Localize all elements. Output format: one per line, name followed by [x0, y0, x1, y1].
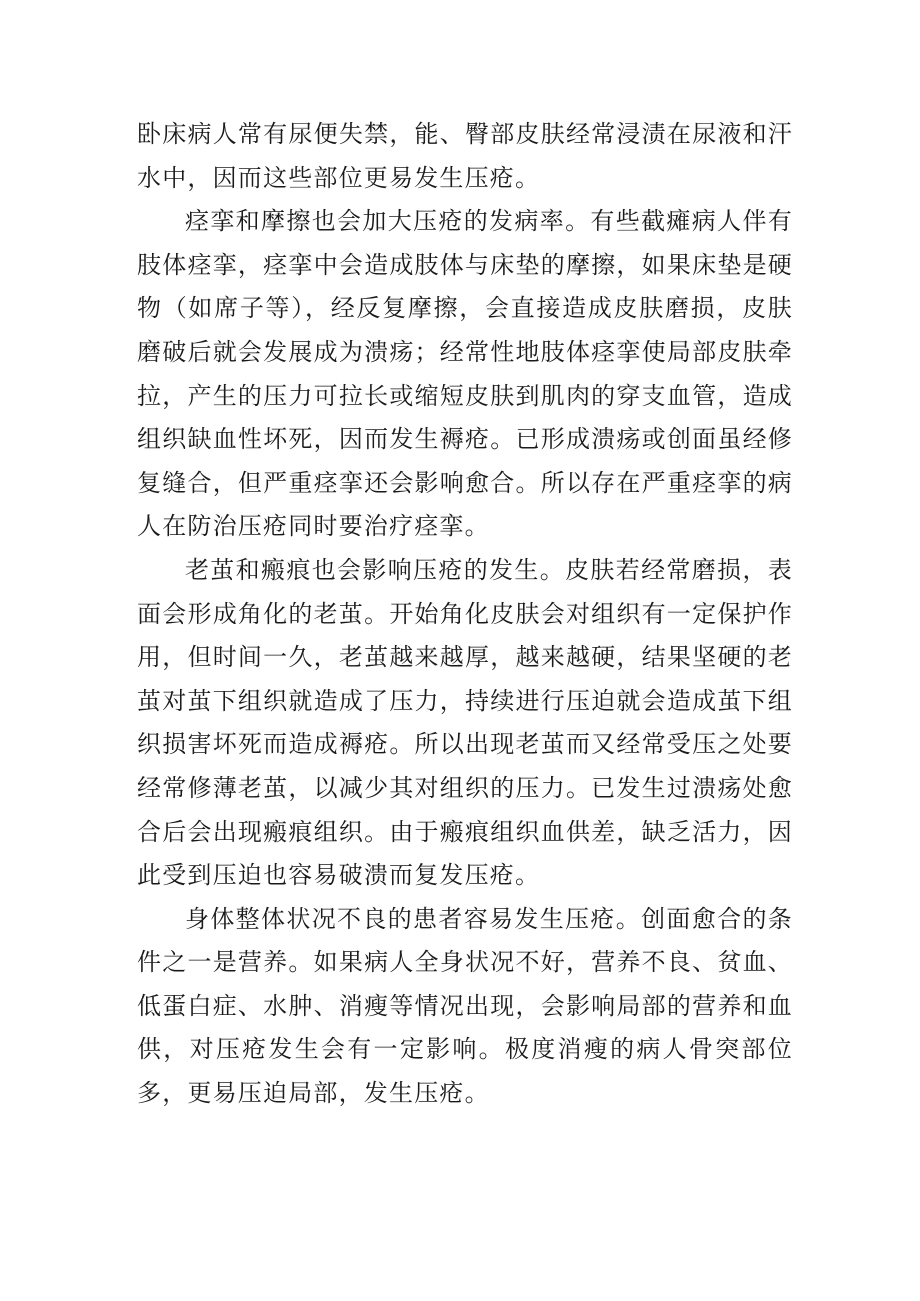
paragraph-general-condition: 身体整体状况不良的患者容易发生压疮。创面愈合的条件之一是营养。如果病人全身状况不好，营养不良、贫血、低蛋白症、水肿、消瘦等情况出现，会影响局部的营养和血供，对压疮发生会有一定影响。极度消瘦的病人骨突部位多，更易压迫局部，发生压疮。	[137, 904, 793, 1108]
document-body	[137, 113, 793, 1116]
paragraph-incontinence: 卧床病人常有尿便失禁，能、臀部皮肤经常浸渍在尿液和汗水中，因而这些部位更易发生压疮。	[137, 120, 793, 192]
paragraph-spasm-friction: 痉挛和摩擦也会加大压疮的发病率。有些截瘫病人伴有肢体痉挛，痉挛中会造成肢体与床垫的摩擦，如果床垫是硬物（如席子等），经反复摩擦，会直接造成皮肤磨损，皮肤磨破后就会发展成为溃疡；经常性地肢体痉挛使局部皮肤牵拉，产生的压力可拉长或缩短皮肤到肌肉的穿支血管，造成组织缺血性坏死，因而发生褥疮。已形成溃疡或创面虽经修复缝合，但严重痉挛还会影响愈合。所以存在严重痉挛的病人在防治压疮同时要治疗痉挛。	[137, 207, 793, 541]
paragraph-callus-scar: 老茧和瘢痕也会影响压疮的发生。皮肤若经常磨损，表面会形成角化的老茧。开始角化皮肤会对组织有一定保护作用，但时间一久，老茧越来越厚，越来越硬，结果坚硬的老茧对茧下组织就造成了压力，持续进行压迫就会造成茧下组织损害坏死而造成褥疮。所以出现老茧而又经常受压之处要经常修薄老茧，以减少其对组织的压力。已发生过溃疡处愈合后会出现瘢痕组织。由于瘢痕组织血供差，缺乏活力，因此受到压迫也容易破溃而复发压疮。	[137, 555, 793, 890]
